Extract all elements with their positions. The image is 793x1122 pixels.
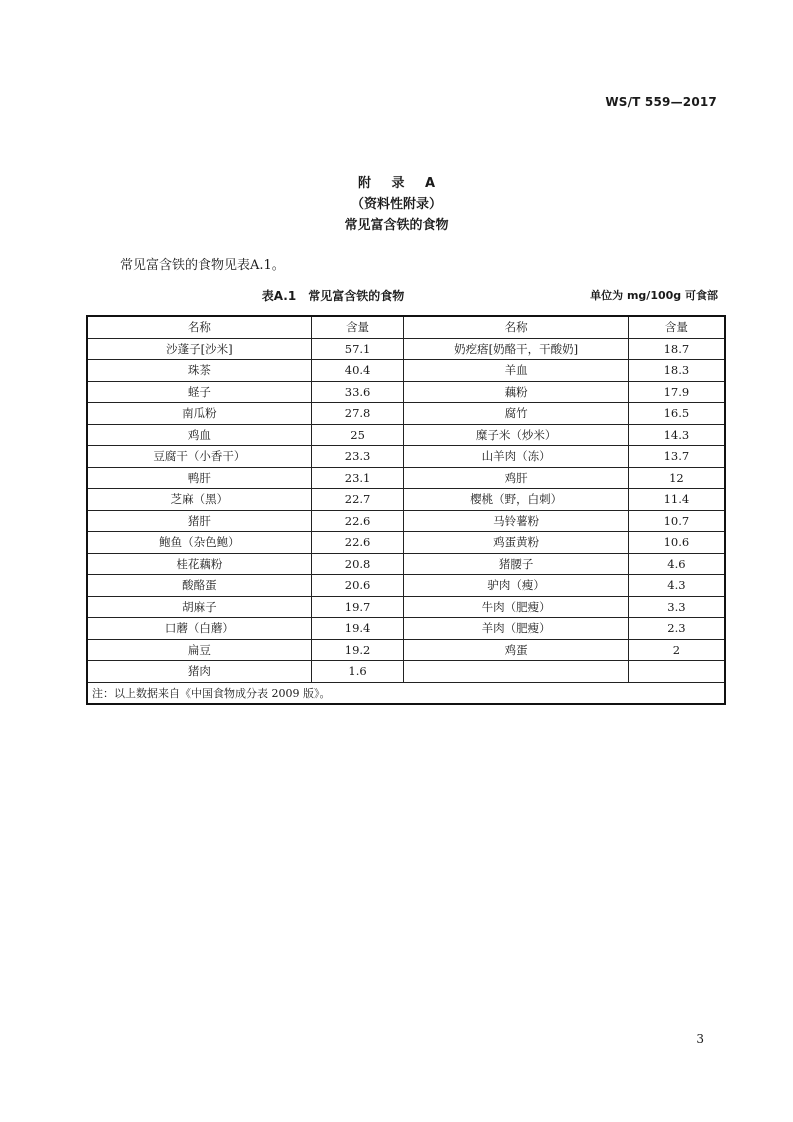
food-name-cell: 鲍鱼（杂色鲍） <box>87 532 311 554</box>
iron-content-cell: 2 <box>628 639 725 661</box>
food-name-cell: 糜子米（炒米） <box>404 424 628 446</box>
iron-foods-table <box>86 315 726 705</box>
table-note: 注：以上数据来自《中国食物成分表 2009 版》。 <box>87 682 725 704</box>
food-name-cell: 口蘑（白蘑） <box>87 618 311 640</box>
food-name-cell: 酸酪蛋 <box>87 575 311 597</box>
iron-content-cell: 27.8 <box>311 403 404 425</box>
header-content-left: 含量 <box>311 316 404 338</box>
iron-content-cell: 19.2 <box>311 639 404 661</box>
iron-content-cell: 16.5 <box>628 403 725 425</box>
iron-content-cell <box>628 661 725 683</box>
table-row <box>87 596 725 618</box>
food-name-cell: 猪肉 <box>87 661 311 683</box>
iron-content-cell: 12 <box>628 467 725 489</box>
appendix-title: 附 录 A <box>357 176 444 191</box>
iron-content-cell: 22.7 <box>311 489 404 511</box>
page-number: 3 <box>696 1032 704 1046</box>
table-note-row <box>87 682 725 704</box>
iron-content-cell: 10.6 <box>628 532 725 554</box>
iron-content-cell: 19.7 <box>311 596 404 618</box>
iron-content-cell: 57.1 <box>311 338 404 360</box>
food-name-cell: 南瓜粉 <box>87 403 311 425</box>
iron-content-cell: 11.4 <box>628 489 725 511</box>
food-name-cell: 鸡肝 <box>404 467 628 489</box>
table-row <box>87 489 725 511</box>
iron-content-cell: 17.9 <box>628 381 725 403</box>
iron-content-cell: 20.6 <box>311 575 404 597</box>
table-row <box>87 532 725 554</box>
food-name-cell: 奶疙瘩[奶酪干，干酸奶] <box>404 338 628 360</box>
food-name-cell: 藕粉 <box>404 381 628 403</box>
table-caption-row <box>86 287 726 305</box>
food-name-cell: 羊肉（肥瘦） <box>404 618 628 640</box>
document-code: WS/T 559—2017 <box>605 95 717 109</box>
table-row <box>87 575 725 597</box>
iron-content-cell: 23.3 <box>311 446 404 468</box>
iron-content-cell: 25 <box>311 424 404 446</box>
food-name-cell: 鸭肝 <box>87 467 311 489</box>
food-name-cell: 马铃薯粉 <box>404 510 628 532</box>
iron-content-cell: 20.8 <box>311 553 404 575</box>
iron-content-cell: 19.4 <box>311 618 404 640</box>
food-name-cell: 胡麻子 <box>87 596 311 618</box>
header-name-left: 名称 <box>87 316 311 338</box>
iron-content-cell: 22.6 <box>311 510 404 532</box>
table-row <box>87 510 725 532</box>
iron-content-cell: 3.3 <box>628 596 725 618</box>
intro-paragraph: 常见富含铁的食物见表A.1。 <box>120 258 285 273</box>
iron-content-cell: 18.3 <box>628 360 725 382</box>
iron-content-cell: 23.1 <box>311 467 404 489</box>
table-row <box>87 360 725 382</box>
food-name-cell: 豆腐干（小香干） <box>87 446 311 468</box>
table-caption: 表A.1 常见富含铁的食物 <box>261 289 405 303</box>
iron-content-cell: 33.6 <box>311 381 404 403</box>
food-name-cell: 芝麻（黑） <box>87 489 311 511</box>
food-name-cell: 沙蓬子[沙米] <box>87 338 311 360</box>
table-row <box>87 338 725 360</box>
table-row <box>87 467 725 489</box>
table-row <box>87 446 725 468</box>
table-row <box>87 618 725 640</box>
table-row <box>87 639 725 661</box>
food-name-cell: 羊血 <box>404 360 628 382</box>
iron-content-cell: 1.6 <box>311 661 404 683</box>
iron-content-cell: 18.7 <box>628 338 725 360</box>
food-name-cell: 腐竹 <box>404 403 628 425</box>
table-row <box>87 661 725 683</box>
food-name-cell: 蛏子 <box>87 381 311 403</box>
food-name-cell: 鸡血 <box>87 424 311 446</box>
table-row <box>87 424 725 446</box>
iron-content-cell: 10.7 <box>628 510 725 532</box>
appendix-kind: （资料性附录） <box>350 197 442 212</box>
table-row <box>87 381 725 403</box>
iron-content-cell: 22.6 <box>311 532 404 554</box>
appendix-heading <box>0 173 793 236</box>
iron-content-cell: 13.7 <box>628 446 725 468</box>
food-name-cell: 鸡蛋黄粉 <box>404 532 628 554</box>
table-header-row <box>87 316 725 338</box>
table-row <box>87 553 725 575</box>
header-content-right: 含量 <box>628 316 725 338</box>
iron-content-cell: 40.4 <box>311 360 404 382</box>
food-name-cell: 樱桃（野，白刺） <box>404 489 628 511</box>
iron-content-cell: 4.6 <box>628 553 725 575</box>
iron-content-cell: 2.3 <box>628 618 725 640</box>
food-name-cell: 桂花藕粉 <box>87 553 311 575</box>
food-name-cell: 牛肉（肥瘦） <box>404 596 628 618</box>
appendix-name: 常见富含铁的食物 <box>344 218 449 233</box>
food-name-cell: 驴肉（瘦） <box>404 575 628 597</box>
table-body <box>87 338 725 682</box>
food-name-cell: 猪肝 <box>87 510 311 532</box>
food-name-cell: 珠茶 <box>87 360 311 382</box>
iron-content-cell: 14.3 <box>628 424 725 446</box>
iron-content-cell: 4.3 <box>628 575 725 597</box>
header-name-right: 名称 <box>404 316 628 338</box>
food-name-cell: 山羊肉（冻） <box>404 446 628 468</box>
food-name-cell: 鸡蛋 <box>404 639 628 661</box>
food-name-cell <box>404 661 628 683</box>
table-row <box>87 403 725 425</box>
food-name-cell: 猪腰子 <box>404 553 628 575</box>
table-unit: 单位为 mg/100g 可食部 <box>590 289 718 302</box>
food-name-cell: 扁豆 <box>87 639 311 661</box>
